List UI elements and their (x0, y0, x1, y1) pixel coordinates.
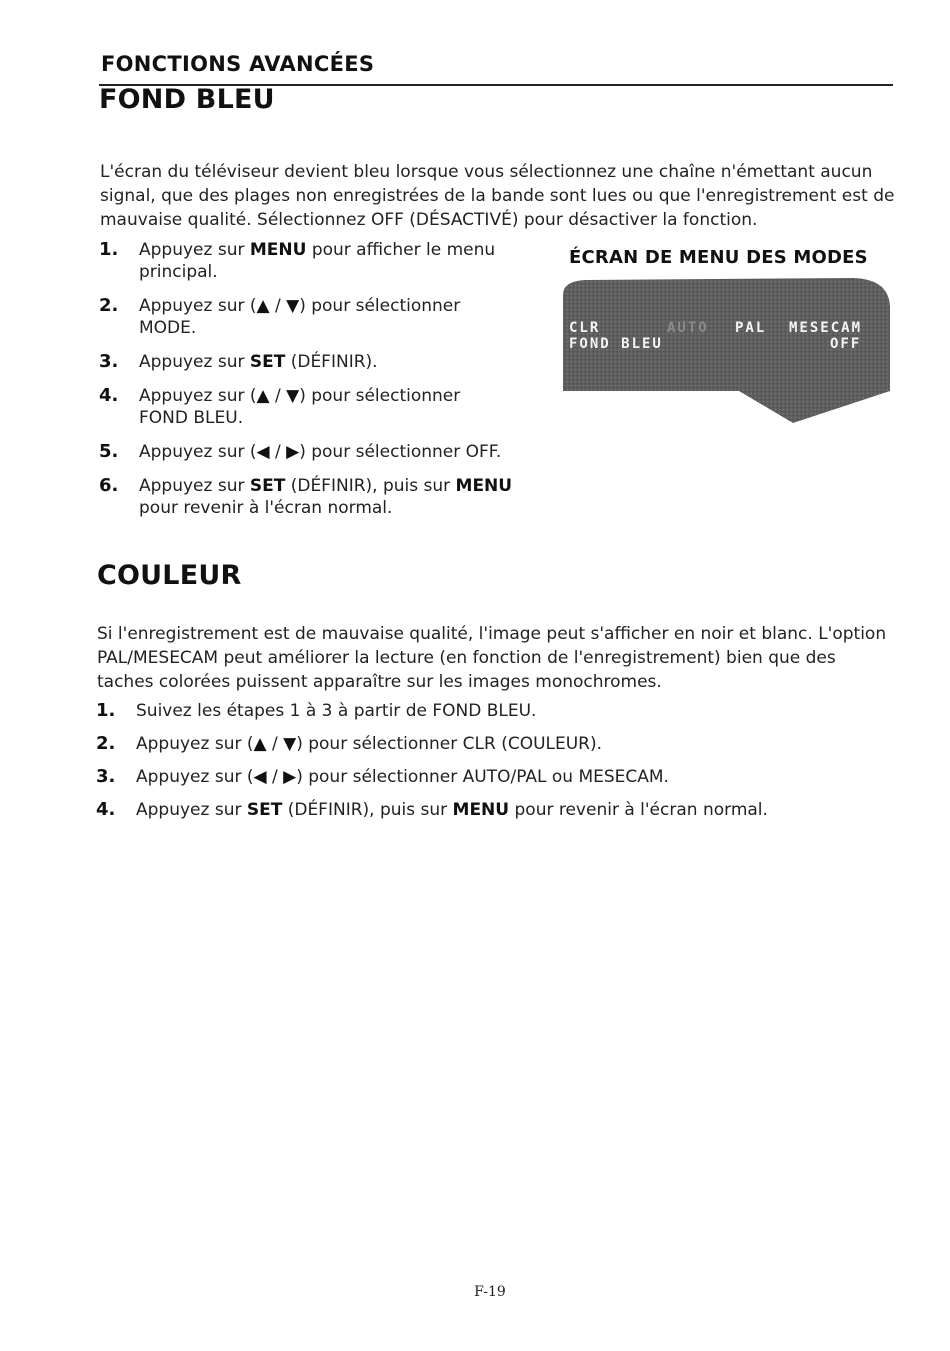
step-text (139, 351, 378, 374)
section-label: FONCTIONS AVANCÉES (101, 52, 375, 76)
step-text-segment: (DÉFINIR). (285, 352, 378, 372)
mode-menu-screen-title: ÉCRAN DE MENU DES MODES (569, 247, 868, 268)
intro-line: Si l'enregistrement est de mauvaise qualité, l'image peut s'afficher en noir et blanc. L'option (97, 624, 887, 644)
step-number: 1. (96, 700, 116, 721)
step-text (139, 441, 501, 464)
osd-mesecam-option: MESECAM (789, 320, 863, 336)
step-text-segment: Appuyez sur ( (136, 767, 254, 787)
step-text-segment: / (269, 386, 287, 406)
arrow-icon: ▲ (256, 386, 270, 406)
osd-pal-option: PAL (735, 320, 767, 336)
step-text (139, 295, 460, 318)
step-text (136, 733, 602, 756)
step-number: 3. (99, 351, 119, 372)
intro-line: mauvaise qualité. Sélectionnez OFF (DÉSACTIVÉ) pour désactiver la fonction. (100, 210, 758, 230)
step-text (139, 261, 218, 284)
step-text-segment: (DÉFINIR), puis sur (285, 476, 456, 496)
button-keyword: MENU (452, 800, 510, 820)
intro-line: PAL/MESECAM peut améliorer la lecture (en fonction de l'enregistrement) bien que des (97, 648, 836, 668)
arrow-icon: ▼ (286, 296, 300, 316)
step-number: 5. (99, 441, 119, 462)
arrow-icon: ▲ (253, 734, 267, 754)
step-number: 6. (99, 475, 119, 496)
button-keyword: MENU (249, 240, 307, 260)
osd-clr-label: CLR (569, 320, 601, 336)
step-text-segment: FOND BLEU. (139, 408, 244, 428)
arrow-icon: ▼ (283, 734, 297, 754)
button-keyword: MENU (455, 476, 513, 496)
step-text-segment: Appuyez sur (139, 240, 250, 260)
step-number: 3. (96, 766, 116, 787)
osd-auto-option: AUTO (667, 320, 709, 336)
arrow-icon: ▲ (256, 296, 270, 316)
step-text-segment: Appuyez sur ( (139, 296, 257, 316)
step-text-segment: / (269, 296, 287, 316)
step-text (136, 766, 669, 789)
step-text-segment: pour revenir à l'écran normal. (509, 800, 768, 820)
step-text-segment: / (266, 734, 284, 754)
step-text-segment: / (266, 767, 284, 787)
step-text (139, 385, 460, 408)
step-text-segment: Appuyez sur ( (139, 386, 257, 406)
step-text-segment: ) pour sélectionner (299, 386, 461, 406)
step-text-segment: ) pour sélectionner CLR (COULEUR). (296, 734, 603, 754)
step-text (139, 317, 196, 340)
intro-line: signal, que des plages non enregistrées de la bande sont lues ou que l'enregistrement est de (100, 186, 895, 206)
button-keyword: SET (246, 800, 283, 820)
step-text-segment: pour revenir à l'écran normal. (139, 498, 393, 518)
step-text-segment: ) pour sélectionner OFF. (299, 442, 502, 462)
arrow-icon: ◀ (253, 767, 267, 787)
step-text (136, 799, 768, 822)
fond-bleu-intro (100, 160, 894, 232)
osd-off-value: OFF (830, 336, 862, 352)
step-text-segment: / (269, 442, 287, 462)
page-title: FOND BLEU (99, 84, 275, 115)
step-text (139, 407, 243, 430)
step-number: 4. (96, 799, 116, 820)
step-text-segment: Appuyez sur ( (136, 734, 254, 754)
step-text-segment: Suivez les étapes 1 à 3 à partir de FOND BLEU. (136, 701, 537, 721)
step-text-segment: (DÉFINIR), puis sur (282, 800, 453, 820)
button-keyword: SET (249, 476, 286, 496)
osd-fond-bleu-label: FOND BLEU (569, 336, 663, 352)
step-text-segment: pour afficher le menu (306, 240, 496, 260)
step-text-segment: Appuyez sur (136, 800, 247, 820)
intro-line: taches colorées puissent apparaître sur les images monochromes. (97, 672, 662, 692)
step-text-segment: ) pour sélectionner AUTO/PAL ou MESECAM. (296, 767, 669, 787)
step-text-segment: Appuyez sur ( (139, 442, 257, 462)
arrow-icon: ▶ (286, 442, 300, 462)
step-text (136, 700, 536, 723)
arrow-icon: ◀ (256, 442, 270, 462)
step-number: 4. (99, 385, 119, 406)
step-text-segment: Appuyez sur (139, 476, 250, 496)
step-text-segment: Appuyez sur (139, 352, 250, 372)
step-number: 2. (99, 295, 119, 316)
arrow-icon: ▶ (283, 767, 297, 787)
step-text-segment: MODE. (139, 318, 197, 338)
step-number: 1. (99, 239, 119, 260)
button-keyword: SET (249, 352, 286, 372)
page-number: F-19 (474, 1284, 506, 1300)
step-number: 2. (96, 733, 116, 754)
step-text (139, 475, 512, 498)
step-text-segment: ) pour sélectionner (299, 296, 461, 316)
couleur-title: COULEUR (97, 560, 242, 591)
mode-menu-screen (563, 277, 891, 423)
step-text (139, 497, 392, 520)
intro-line: L'écran du téléviseur devient bleu lorsque vous sélectionnez une chaîne n'émettant aucun (100, 162, 873, 182)
step-text-segment: principal. (139, 262, 218, 282)
couleur-intro (97, 622, 886, 694)
step-text (139, 239, 495, 262)
arrow-icon: ▼ (286, 386, 300, 406)
